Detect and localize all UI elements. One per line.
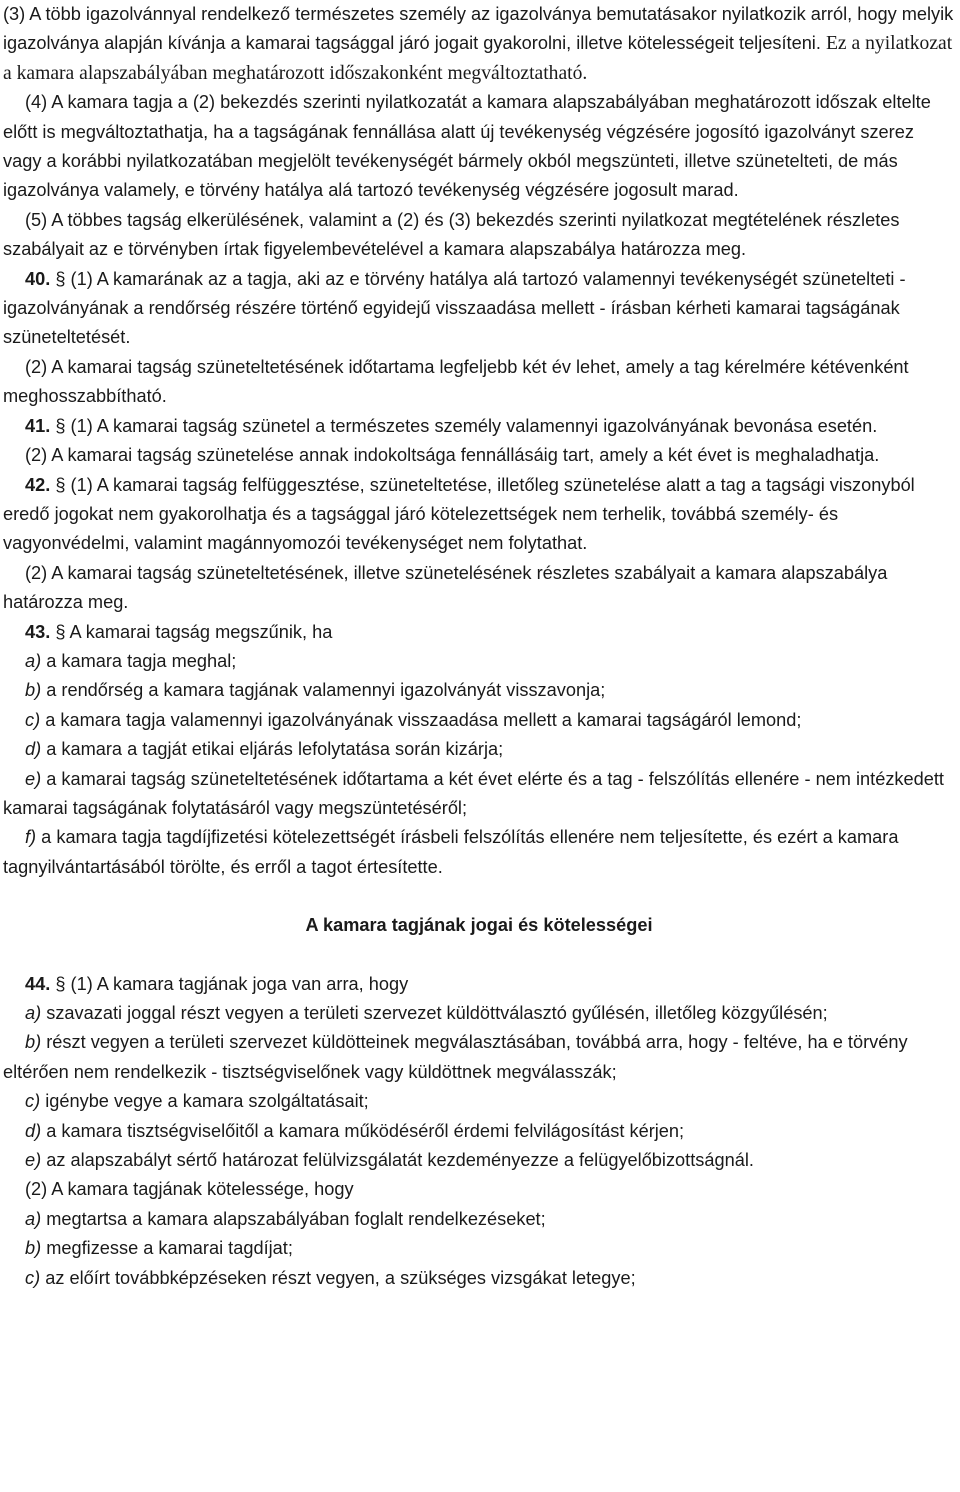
item-letter: d) <box>25 1120 42 1141</box>
section-43-item-f <box>3 823 955 882</box>
section-43-item-b <box>3 676 955 705</box>
item-letter: a) <box>25 1003 42 1023</box>
item-text: igénybe vegye a kamara szolgáltatásait; <box>40 1091 369 1112</box>
document-page <box>3 0 955 1293</box>
section-43-item-c <box>3 706 955 735</box>
section-44-item-a <box>3 999 955 1028</box>
item-letter: c) <box>25 1091 41 1112</box>
section-41-2: (2) A kamarai tagság szünetelése annak indokoltsága fennállásáig tart, amely a két évet is meghaladhatja. <box>25 445 880 466</box>
section-44-item-e <box>3 1146 955 1175</box>
paragraph-3-text: (3) A több igazolvánnyal rendelkező természetes személy az igazolványa bemutatásakor nyilatkozik arról, hogy melyik igazolványa alapján kívánja a kamarai tagsággal járó jogait gyakorolni, illetve kötelességeit teljesíteni. <box>3 4 954 54</box>
paragraph-5: (5) A többes tagság elkerülésének, valamint a (2) és (3) bekezdés szerinti nyilatkozat megtételének részletes szabályait az e törvényben írtak figyelembevételével a kamara alapszabálya határozza meg. <box>3 209 900 260</box>
item-letter: b) <box>25 1032 42 1053</box>
item-text: a kamara tagja valamennyi igazolványának visszaadása mellett a kamarai tagságáról lemond; <box>40 709 802 730</box>
item-letter: e) <box>25 768 42 789</box>
section-43-intro <box>3 618 955 647</box>
section-text: § (1) A kamarai tagság szünetel a természetes személy valamennyi igazolványának bevonása esetén. <box>50 415 878 436</box>
section-43-item-a <box>3 647 955 676</box>
section-44-2-item-a <box>3 1205 955 1234</box>
item-letter: f) <box>25 827 37 848</box>
section-42-2: (2) A kamarai tagság szüneteltetésének, illetve szünetelésének részletes szabályait a kamara alapszabálya határozza meg. <box>3 562 888 613</box>
section-heading: A kamara tagjának jogai és kötelességei <box>305 915 653 936</box>
paragraph-4: (4) A kamara tagja a (2) bekezdés szerinti nyilatkozatát a kamara alapszabályában meghatározott időszak eltelte előtt is megváltoztathatja, ha a tagságának fennállása alatt új tevékenység végzésére jogosító igazolványt szerez vagy a korábbi nyilatkozatában megjelölt tevékenységét bármely okból megszünteti, illetve szünetelteti, de más igazolványa valamely, e törvény hatálya alá tartozó tevékenység végzésére jogosult marad. <box>3 92 931 201</box>
paragraph-3-serif-text: Ez a nyilatkozat a kamara alapszabályában meghatározott időszakonként megváltoztatható. <box>3 33 953 84</box>
item-text: a kamarai tagság szüneteltetésének időtartama a két évet elérte és a tag - felszólítás ellenére - nem intézkedett kamarai tagságának folytatásáról vagy megszüntetéséről; <box>3 768 944 818</box>
section-number: 42. <box>25 474 51 495</box>
section-number: 40. <box>25 268 51 289</box>
item-letter: c) <box>25 709 41 730</box>
section-text: § (1) A kamarai tagság felfüggesztése, szüneteltetése, illetőleg szünetelése alatt a tag a tagsági viszonyból eredő jogokat nem gyakorolhatja és a tagsággal járó kötelezettségek nem terhelik, továbbá személy- és vagyonvédelmi, valamint magánnyomozói tevékenységet nem folytathat. <box>3 474 915 554</box>
item-text: a kamara tisztségviselőitől a kamara működéséről érdemi felvilágosítást kérjen; <box>41 1120 685 1141</box>
item-text: a rendőrség a kamara tagjának valamennyi igazolványát visszavonja; <box>41 680 606 701</box>
section-42-1 <box>3 471 955 559</box>
item-text: az előírt továbbképzéseken részt vegyen, a szükséges vizsgákat letegye; <box>40 1267 636 1288</box>
item-text: az alapszabályt sértő határozat felülvizsgálatát kezdeményezze a felügyelőbizottságnál. <box>41 1150 754 1171</box>
paragraph-3 <box>3 0 955 88</box>
item-letter: b) <box>25 1238 42 1259</box>
section-44-item-b <box>3 1028 955 1087</box>
section-40-1 <box>3 265 955 353</box>
section-number: 44. <box>25 973 51 994</box>
section-44-intro <box>3 970 955 999</box>
section-40-2: (2) A kamarai tagság szüneteltetésének időtartama legfeljebb két év lehet, amely a tag kérelmére kétévenként meghosszabbítható. <box>3 356 909 407</box>
section-text: § (1) A kamarának az a tagja, aki az e törvény hatálya alá tartozó valamennyi tevékenységét szünetelteti - igazolványának a rendőrség részére történő egyidejű visszaadása mellett - írásban kérheti kamarai tagságának szüneteltetését. <box>3 268 906 348</box>
section-43-item-e <box>3 765 955 824</box>
item-text: a kamara tagja meghal; <box>41 650 237 671</box>
section-41-1 <box>3 412 955 441</box>
section-text: § A kamarai tagság megszűnik, ha <box>50 621 333 642</box>
item-letter: a) <box>25 650 42 671</box>
section-43-item-d <box>3 735 955 764</box>
item-text: a kamara a tagját etikai eljárás lefolytatása során kizárja; <box>41 739 504 760</box>
item-letter: d) <box>25 739 42 760</box>
item-letter: e) <box>25 1150 42 1171</box>
item-text: a kamara tagja tagdíjfizetési kötelezettségét írásbeli felszólítás ellenére nem teljesítette, és ezért a kamara tagnyilvántartásából törölte, és erről a tagot értesítette. <box>3 827 899 877</box>
item-text: megfizesse a kamarai tagdíjat; <box>41 1238 293 1259</box>
section-44-2-item-b <box>3 1234 955 1263</box>
section-44-item-d <box>3 1117 955 1146</box>
section-44-2-intro: (2) A kamara tagjának kötelessége, hogy <box>25 1179 354 1200</box>
section-44-2-item-c <box>3 1264 955 1293</box>
item-text: megtartsa a kamara alapszabályában foglalt rendelkezéseket; <box>41 1208 546 1229</box>
section-number: 41. <box>25 415 51 436</box>
item-letter: c) <box>25 1267 41 1288</box>
item-text: részt vegyen a területi szervezet küldötteinek megválasztásában, továbbá arra, hogy - feltéve, ha e törvény eltérően nem rendelkezik - tisztségviselőnek vagy küldöttnek megválasszák; <box>3 1032 908 1082</box>
item-letter: a) <box>25 1208 42 1229</box>
section-text: § (1) A kamara tagjának joga van arra, hogy <box>50 973 409 994</box>
item-text: szavazati joggal részt vegyen a területi szervezet küldöttválasztó gyűlésén, illetőleg közgyűlésén; <box>41 1003 828 1023</box>
section-44-item-c <box>3 1087 955 1116</box>
item-letter: b) <box>25 680 42 701</box>
section-number: 43. <box>25 621 51 642</box>
